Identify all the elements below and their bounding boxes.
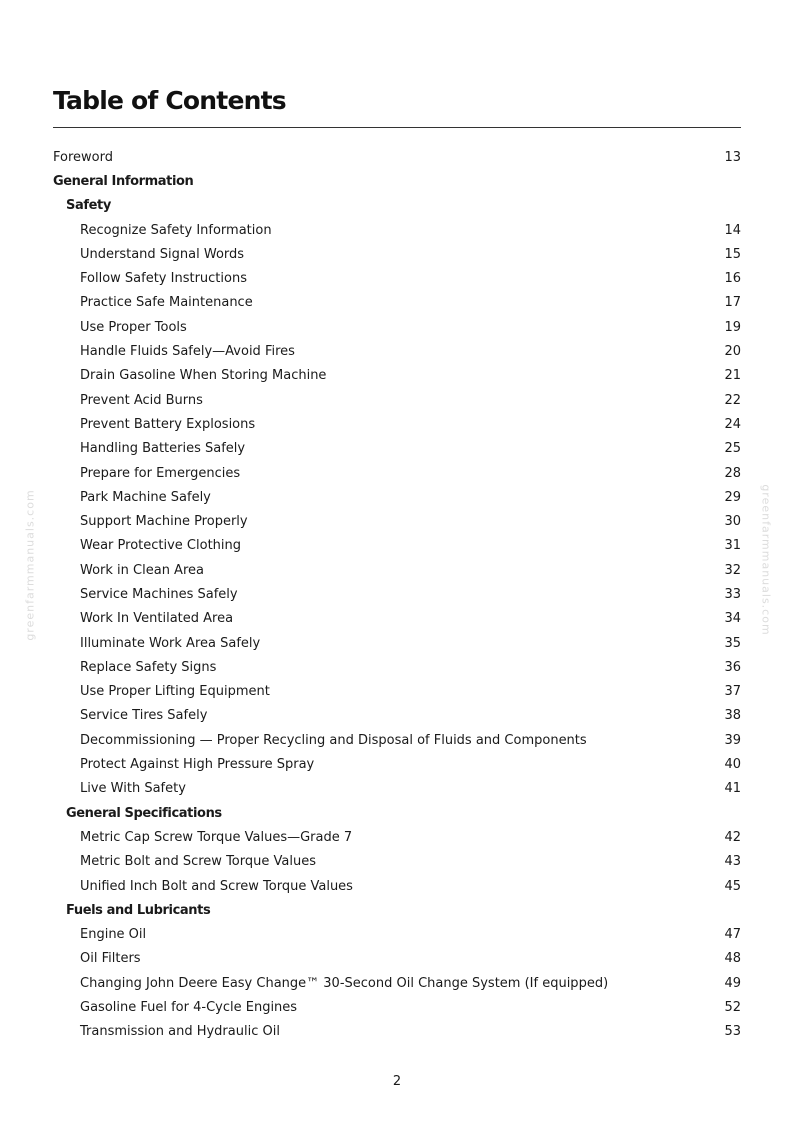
- toc-entry-page: 21: [724, 368, 741, 384]
- toc-list: [53, 145, 741, 1044]
- toc-entry[interactable]: [53, 291, 741, 315]
- toc-entry-label: Safety: [66, 198, 111, 214]
- toc-entry-page: 48: [724, 951, 741, 967]
- toc-entry-page: 29: [724, 489, 741, 505]
- toc-entry-page: 25: [724, 441, 741, 457]
- toc-entry[interactable]: [53, 752, 741, 776]
- toc-entry-label: Support Machine Properly: [80, 514, 248, 530]
- toc-entry[interactable]: [53, 582, 741, 606]
- toc-entry-label: Prepare for Emergencies: [80, 465, 241, 481]
- toc-entry[interactable]: [53, 1020, 741, 1044]
- toc-entry-label: Changing John Deere Easy Change™ 30-Second Oil Change System (If equipped): [80, 975, 609, 991]
- toc-entry-label: Live With Safety: [80, 781, 186, 797]
- toc-entry[interactable]: [53, 825, 741, 849]
- toc-entry[interactable]: [53, 412, 741, 436]
- toc-entry-page: 32: [724, 562, 741, 578]
- toc-entry-label: Use Proper Lifting Equipment: [80, 684, 270, 700]
- toc-entry-label: Metric Cap Screw Torque Values—Grade 7: [80, 829, 353, 845]
- toc-entry-label: Gasoline Fuel for 4-Cycle Engines: [80, 1000, 298, 1016]
- toc-entry[interactable]: [53, 242, 741, 266]
- toc-entry-page: 22: [724, 392, 741, 408]
- toc-entry-label: Service Machines Safely: [80, 586, 238, 602]
- toc-entry-label: Drain Gasoline When Storing Machine: [80, 368, 327, 384]
- toc-entry[interactable]: [53, 971, 741, 995]
- toc-entry-page: 38: [724, 708, 741, 724]
- toc-entry-page: 17: [724, 295, 741, 311]
- toc-entry-page: 40: [724, 757, 741, 773]
- toc-entry-label: Foreword: [53, 149, 113, 165]
- toc-entry-page: 20: [724, 344, 741, 360]
- toc-entry-label: Work in Clean Area: [80, 562, 204, 578]
- title-divider: [53, 127, 741, 128]
- toc-entry-page: 16: [724, 271, 741, 287]
- toc-entry-label: Transmission and Hydraulic Oil: [80, 1024, 280, 1040]
- toc-entry-label: Unified Inch Bolt and Screw Torque Values: [80, 878, 353, 894]
- toc-entry-label: Replace Safety Signs: [80, 659, 217, 675]
- toc-entry-label: Handle Fluids Safely—Avoid Fires: [80, 344, 295, 360]
- toc-entry-page: 31: [724, 538, 741, 554]
- toc-entry-page: 49: [724, 975, 741, 991]
- toc-entry[interactable]: [53, 534, 741, 558]
- toc-entry-label: Follow Safety Instructions: [80, 271, 247, 287]
- toc-entry[interactable]: [53, 607, 741, 631]
- toc-entry[interactable]: [53, 631, 741, 655]
- toc-entry-label: Prevent Acid Burns: [80, 392, 203, 408]
- toc-entry[interactable]: [53, 364, 741, 388]
- toc-entry-label: Understand Signal Words: [80, 246, 245, 262]
- toc-entry-label: Protect Against High Pressure Spray: [80, 757, 315, 773]
- toc-entry[interactable]: [53, 315, 741, 339]
- toc-entry-label: Wear Protective Clothing: [80, 538, 242, 554]
- toc-entry-page: 36: [724, 659, 741, 675]
- toc-entry-page: 30: [724, 514, 741, 530]
- toc-entry[interactable]: [53, 339, 741, 363]
- watermark-left: greenfarmmanuals.com: [23, 489, 37, 641]
- toc-entry-label: Engine Oil: [80, 927, 147, 943]
- toc-entry[interactable]: [53, 680, 741, 704]
- toc-entry-page: 28: [724, 465, 741, 481]
- toc-entry-page: 35: [724, 635, 741, 651]
- toc-entry-label: Practice Safe Maintenance: [80, 295, 253, 311]
- toc-entry-page: 14: [724, 222, 741, 238]
- toc-entry-page: 41: [724, 781, 741, 797]
- watermark-right: greenfarmmanuals.com: [759, 484, 773, 636]
- toc-entry[interactable]: [53, 850, 741, 874]
- toc-entry-page: 43: [724, 854, 741, 870]
- toc-section-heading: [53, 898, 741, 922]
- toc-entry[interactable]: [53, 947, 741, 971]
- toc-entry-page: 33: [724, 586, 741, 602]
- toc-entry-label: Work In Ventilated Area: [80, 611, 234, 627]
- toc-entry[interactable]: [53, 509, 741, 533]
- toc-entry-label: General Specifications: [66, 805, 222, 821]
- toc-entry-label: Park Machine Safely: [80, 489, 211, 505]
- toc-entry[interactable]: [53, 995, 741, 1019]
- toc-entry-page: 19: [724, 319, 741, 335]
- toc-entry[interactable]: [53, 145, 741, 169]
- toc-entry-page: 37: [724, 684, 741, 700]
- toc-entry[interactable]: [53, 218, 741, 242]
- page-title: Table of Contents: [53, 86, 286, 115]
- toc-entry-page: 39: [724, 732, 741, 748]
- toc-entry[interactable]: [53, 655, 741, 679]
- toc-entry-page: 47: [724, 927, 741, 943]
- toc-entry[interactable]: [53, 461, 741, 485]
- toc-entry[interactable]: [53, 728, 741, 752]
- toc-entry-label: Illuminate Work Area Safely: [80, 635, 261, 651]
- toc-entry-page: 13: [724, 149, 741, 165]
- toc-entry[interactable]: [53, 704, 741, 728]
- page-number: 2: [392, 1074, 402, 1089]
- toc-entry[interactable]: [53, 923, 741, 947]
- toc-entry[interactable]: [53, 874, 741, 898]
- toc-entry[interactable]: [53, 558, 741, 582]
- toc-entry-label: Oil Filters: [80, 951, 141, 967]
- toc-entry[interactable]: [53, 266, 741, 290]
- toc-entry-page: 45: [724, 878, 741, 894]
- toc-entry[interactable]: [53, 485, 741, 509]
- toc-entry-label: General Information: [53, 173, 194, 189]
- toc-entry-page: 34: [724, 611, 741, 627]
- toc-section-heading: [53, 169, 741, 193]
- toc-entry-label: Prevent Battery Explosions: [80, 416, 256, 432]
- toc-entry-page: 53: [724, 1024, 741, 1040]
- toc-entry-page: 15: [724, 246, 741, 262]
- toc-entry-label: Metric Bolt and Screw Torque Values: [80, 854, 316, 870]
- toc-entry-page: 52: [724, 1000, 741, 1016]
- toc-entry-label: Service Tires Safely: [80, 708, 208, 724]
- toc-entry[interactable]: [53, 388, 741, 412]
- toc-entry-label: Recognize Safety Information: [80, 222, 272, 238]
- toc-entry-page: 24: [724, 416, 741, 432]
- toc-entry-label: Fuels and Lubricants: [66, 902, 211, 918]
- toc-entry-label: Use Proper Tools: [80, 319, 187, 335]
- toc-entry-label: Decommissioning — Proper Recycling and Disposal of Fluids and Components: [80, 732, 587, 748]
- toc-entry[interactable]: [53, 777, 741, 801]
- toc-section-heading: [53, 194, 741, 218]
- toc-entry[interactable]: [53, 437, 741, 461]
- toc-section-heading: [53, 801, 741, 825]
- toc-entry-label: Handling Batteries Safely: [80, 441, 246, 457]
- toc-entry-page: 42: [724, 829, 741, 845]
